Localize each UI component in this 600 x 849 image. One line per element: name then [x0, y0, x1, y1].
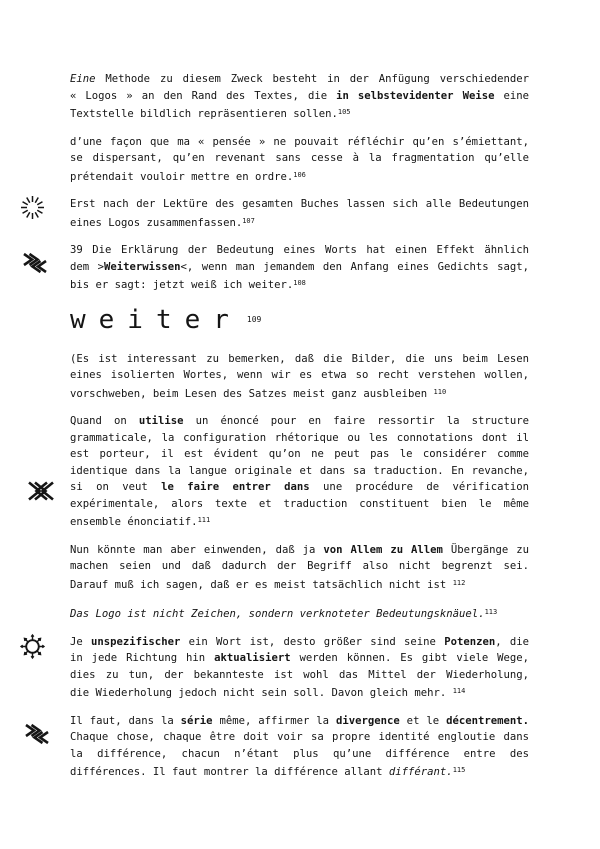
- heading-word: weiter: [70, 304, 242, 335]
- text-run: von Allem zu Allem: [323, 543, 443, 556]
- double-chevron-collision-icon: [24, 723, 50, 745]
- text-run: Übergänge zu: [442, 543, 529, 556]
- text-line: [70, 496, 529, 513]
- text-line: [70, 413, 529, 430]
- text-line: [70, 134, 529, 151]
- text-line: [70, 762, 529, 781]
- text-run: vorschweben, beim Lesen des Satzes meist ganz ausbleiben: [70, 387, 434, 400]
- text-run: expérimentale, alors texte et traduction constituent bien le même: [70, 497, 529, 510]
- text-run: bis er sagt: jetzt weiß ich weiter.: [70, 279, 294, 291]
- text-line: [70, 604, 529, 623]
- text-run: dem >: [70, 260, 104, 273]
- text-line: [70, 463, 529, 480]
- text-run: Potenzen: [444, 635, 496, 648]
- text-run: <, wenn man jemandem den Anfang eines Gedichts sagt,: [180, 260, 530, 273]
- footnote-ref: 114: [452, 687, 466, 695]
- text-run: , die: [495, 635, 529, 648]
- paragraph: [70, 604, 529, 623]
- radial-burst-icon: [20, 195, 45, 220]
- text-run: Weiterwissen: [104, 260, 181, 273]
- paragraph: [70, 634, 529, 702]
- text-run: Textstelle bildlich repräsentieren sollen.: [70, 108, 338, 120]
- text-run: « Logos » an den Rand des Textes, die: [70, 89, 337, 102]
- text-run: aktualisiert: [214, 652, 291, 664]
- text-run: décentrement.: [446, 714, 529, 727]
- text-run: est porteur, il est évident qu’on ne peut pas le considérer comme: [70, 448, 529, 460]
- paragraph: [70, 242, 529, 294]
- word-heading: [70, 306, 529, 334]
- text-run: si on veut: [70, 481, 162, 493]
- text-run: (Es ist interessant zu bemerken, daß die Bilder, die uns beim Lesen: [70, 352, 529, 365]
- text-run: in selbstevidenter Weise: [336, 89, 495, 102]
- text-line: [70, 713, 529, 730]
- text-run: grammaticale, la configuration rhétorique ou les connotations dont il: [70, 431, 529, 444]
- text-run: eines isolierten Wortes, wenn wir es etwa so recht verstehen wollen,: [70, 369, 529, 381]
- text-run: machen seien und daß dadurch der Begriff also nicht begrenzt sei.: [70, 560, 529, 572]
- paragraph: [70, 71, 529, 123]
- text-line: [70, 542, 529, 559]
- text-line: [70, 71, 529, 88]
- text-run: Das Logo ist nicht Zeichen, sondern verknoteter Bedeutungsknäuel.: [70, 608, 485, 620]
- text-line: [70, 196, 529, 213]
- footnote-ref: 105: [337, 108, 351, 116]
- footnote-ref: 107: [242, 216, 255, 225]
- paragraph: [70, 196, 529, 231]
- crossed-chevrons-icon: [27, 481, 55, 501]
- text-run: utilise: [138, 415, 184, 427]
- footnote-ref: 106: [293, 170, 306, 179]
- paragraph: [70, 413, 529, 531]
- text-run: Je: [70, 635, 92, 648]
- text-line: [70, 167, 529, 186]
- text-run: la différence, chacun n’étant plus qu’une différence entre des: [70, 747, 529, 760]
- text-run: se dispersant, qu’en revenant sans cesse à la fragmentation qu’elle: [70, 152, 529, 164]
- footnote-ref: 108: [293, 279, 306, 287]
- text-line: [70, 367, 529, 384]
- text-run: un énoncé pour en faire ressortir la structure: [183, 415, 530, 427]
- sun-arrows-icon: [18, 631, 47, 660]
- text-column: [70, 71, 529, 792]
- text-run: Erst nach der Lektüre des gesamten Buches lassen sich alle Bedeutungen: [70, 198, 529, 210]
- text-run: in jede Richtung hin: [70, 652, 215, 664]
- text-run: dies zu tun, der bekannteste ist wohl das Mittel der Wiederholung,: [70, 668, 529, 681]
- text-run: même, affirmer la: [212, 714, 336, 727]
- text-run: série: [180, 714, 213, 727]
- text-run: le faire entrer dans: [161, 481, 310, 493]
- text-run: die Wiederholung jedoch nicht sein soll. Davon gleich mehr.: [70, 687, 453, 699]
- text-line: [70, 384, 529, 403]
- text-run: ensemble énonciatif.: [70, 516, 198, 528]
- text-run: Chaque chose, chaque être doit voir sa propre identité engloutie dans: [70, 731, 529, 743]
- text-line: [70, 512, 529, 531]
- text-line: [70, 213, 529, 232]
- text-line: [70, 729, 529, 746]
- double-chevron-collision-icon: [22, 252, 48, 274]
- text-run: d’une façon que ma « pensée » ne pouvait réfléchir qu’en s’émiettant,: [70, 135, 529, 148]
- footnote-ref: 110: [433, 387, 447, 396]
- text-run: Quand on: [70, 415, 139, 427]
- text-run: identique dans la langue originale et dans sa traduction. En revanche,: [70, 464, 529, 477]
- text-run: différences. Il faut montrer la différence allant: [70, 766, 389, 778]
- text-line: [70, 104, 529, 123]
- text-run: différant.: [388, 766, 453, 778]
- text-run: et le: [399, 714, 447, 727]
- text-line: [70, 650, 529, 667]
- text-run: Il faut, dans la: [70, 714, 181, 727]
- text-line: [70, 746, 529, 763]
- paragraph: [70, 134, 529, 186]
- text-run: une procédure de vérification: [309, 481, 529, 493]
- text-line: [70, 634, 529, 651]
- text-line: [70, 575, 529, 594]
- footnote-ref: 115: [452, 766, 466, 774]
- text-run: Methode zu diesem Zweck besteht in der Anfügung verschiedender: [95, 73, 529, 85]
- paragraph: [70, 542, 529, 594]
- text-line: [70, 351, 529, 368]
- text-line: [70, 430, 529, 447]
- paragraph: [70, 713, 529, 781]
- text-run: ein Wort ist, desto größer sind seine: [180, 635, 445, 648]
- footnote-ref: 112: [452, 578, 466, 587]
- text-run: eine: [494, 89, 529, 102]
- text-line: [70, 88, 529, 105]
- text-run: eines Logos zusammenfassen.: [70, 216, 243, 229]
- text-run: 39 Die Erklärung der Bedeutung eines Worts hat einen Effekt ähnlich: [70, 244, 529, 256]
- text-run: werden können. Es gibt viele Wege,: [290, 652, 530, 664]
- paragraph: [70, 351, 529, 403]
- text-run: Eine: [70, 73, 96, 85]
- footnote-ref: 111: [197, 516, 211, 524]
- text-run: Nun könnte man aber einwenden, daß ja: [70, 543, 324, 556]
- text-line: [70, 446, 529, 463]
- text-run: unspezifischer: [91, 635, 181, 648]
- text-line: [70, 479, 529, 496]
- text-run: prétendait vouloir mettre en ordre.: [70, 170, 294, 183]
- text-run: divergence: [335, 714, 400, 727]
- text-line: [70, 259, 529, 276]
- text-line: [70, 558, 529, 575]
- text-line: [70, 242, 529, 259]
- footnote-ref: 113: [484, 608, 498, 616]
- text-line: [70, 683, 529, 702]
- text-run: Darauf muß ich sagen, daß er es meist tatsächlich nicht ist: [70, 578, 453, 591]
- text-line: [70, 150, 529, 167]
- footnote-ref: 109: [246, 314, 262, 324]
- text-line: [70, 667, 529, 684]
- text-line: [70, 275, 529, 294]
